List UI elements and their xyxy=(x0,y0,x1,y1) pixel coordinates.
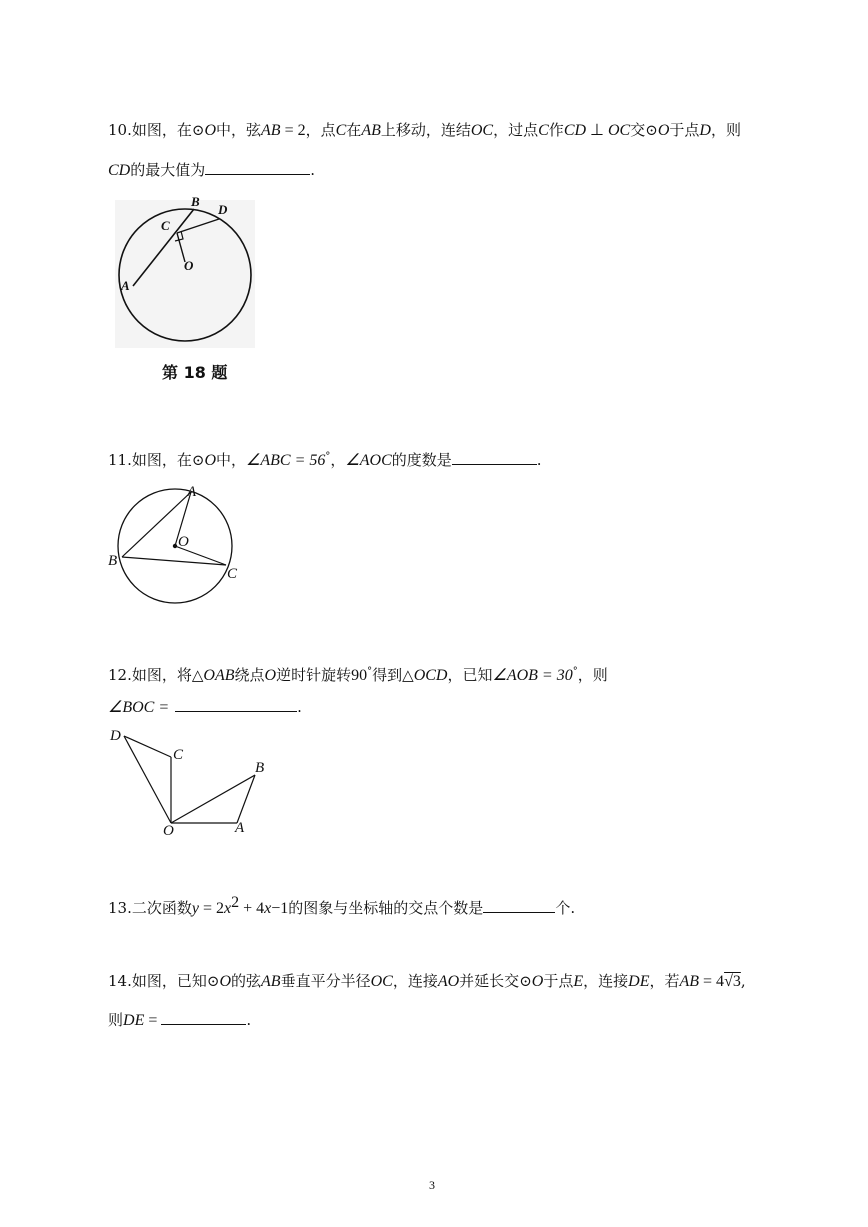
answer-blank xyxy=(175,697,297,712)
q10-line2: CD的最大值为 . xyxy=(108,161,316,179)
q11-figure xyxy=(105,483,255,608)
label-c: C xyxy=(173,747,184,763)
q11-line: 11.如图，在⊙O中，∠ABC = 56°，∠AOC的度数是 . xyxy=(108,451,542,469)
segment-do xyxy=(124,736,171,823)
segment-bc xyxy=(122,557,226,565)
label-o: O xyxy=(184,258,194,273)
segment-dc xyxy=(124,736,171,757)
label-d: D xyxy=(110,728,121,744)
q12-figure xyxy=(105,725,280,840)
label-a: A xyxy=(235,820,245,836)
label-c: C xyxy=(227,566,238,582)
label-c: C xyxy=(161,218,170,233)
segment-ba xyxy=(237,775,255,823)
answer-blank xyxy=(161,1010,246,1025)
label-b: B xyxy=(108,553,118,569)
center-dot xyxy=(173,544,177,548)
q13-line: 13.二次函数$y = 2x^2 + 4x-1$的图象与坐标轴的交点个数是 个. xyxy=(108,894,576,917)
answer-blank xyxy=(452,450,537,465)
q14-line1: 14.如图，已知⊙O的弦AB垂直平分半径OC，连接AO并延长交⊙O于点E，连接DE，若AB = 4√3, xyxy=(108,972,746,990)
label-d: D xyxy=(218,202,228,217)
page-number: 3 xyxy=(429,1178,435,1192)
label-a: A xyxy=(187,484,197,500)
answer-blank xyxy=(205,160,310,175)
figure-caption: 第 18 题 xyxy=(162,363,228,382)
q12-line1: 12.如图，将△OAB绕点O逆时针旋转90°得到△OCD，已知∠AOB = 30°，则 xyxy=(108,666,608,684)
q10-line1: 10.如图，在⊙O中，弦AB = 2，点C在AB上移动，连结OC，过点C作CD ⊥ OC交⊙O于点D，则 xyxy=(108,121,741,139)
segment-ob xyxy=(171,775,255,823)
circle-symbol: ⊙ xyxy=(191,121,205,139)
label-b: B xyxy=(255,760,265,776)
label-o: O xyxy=(163,823,174,839)
label-b: B xyxy=(191,194,200,209)
answer-blank xyxy=(483,898,555,913)
q10-figure xyxy=(105,192,265,357)
label-o: O xyxy=(178,534,189,550)
q14-line2: 则DE = . xyxy=(108,1011,252,1029)
scan-background xyxy=(115,200,255,348)
q12-line2: ∠BOC = . xyxy=(108,698,302,716)
label-a: A xyxy=(121,278,130,293)
